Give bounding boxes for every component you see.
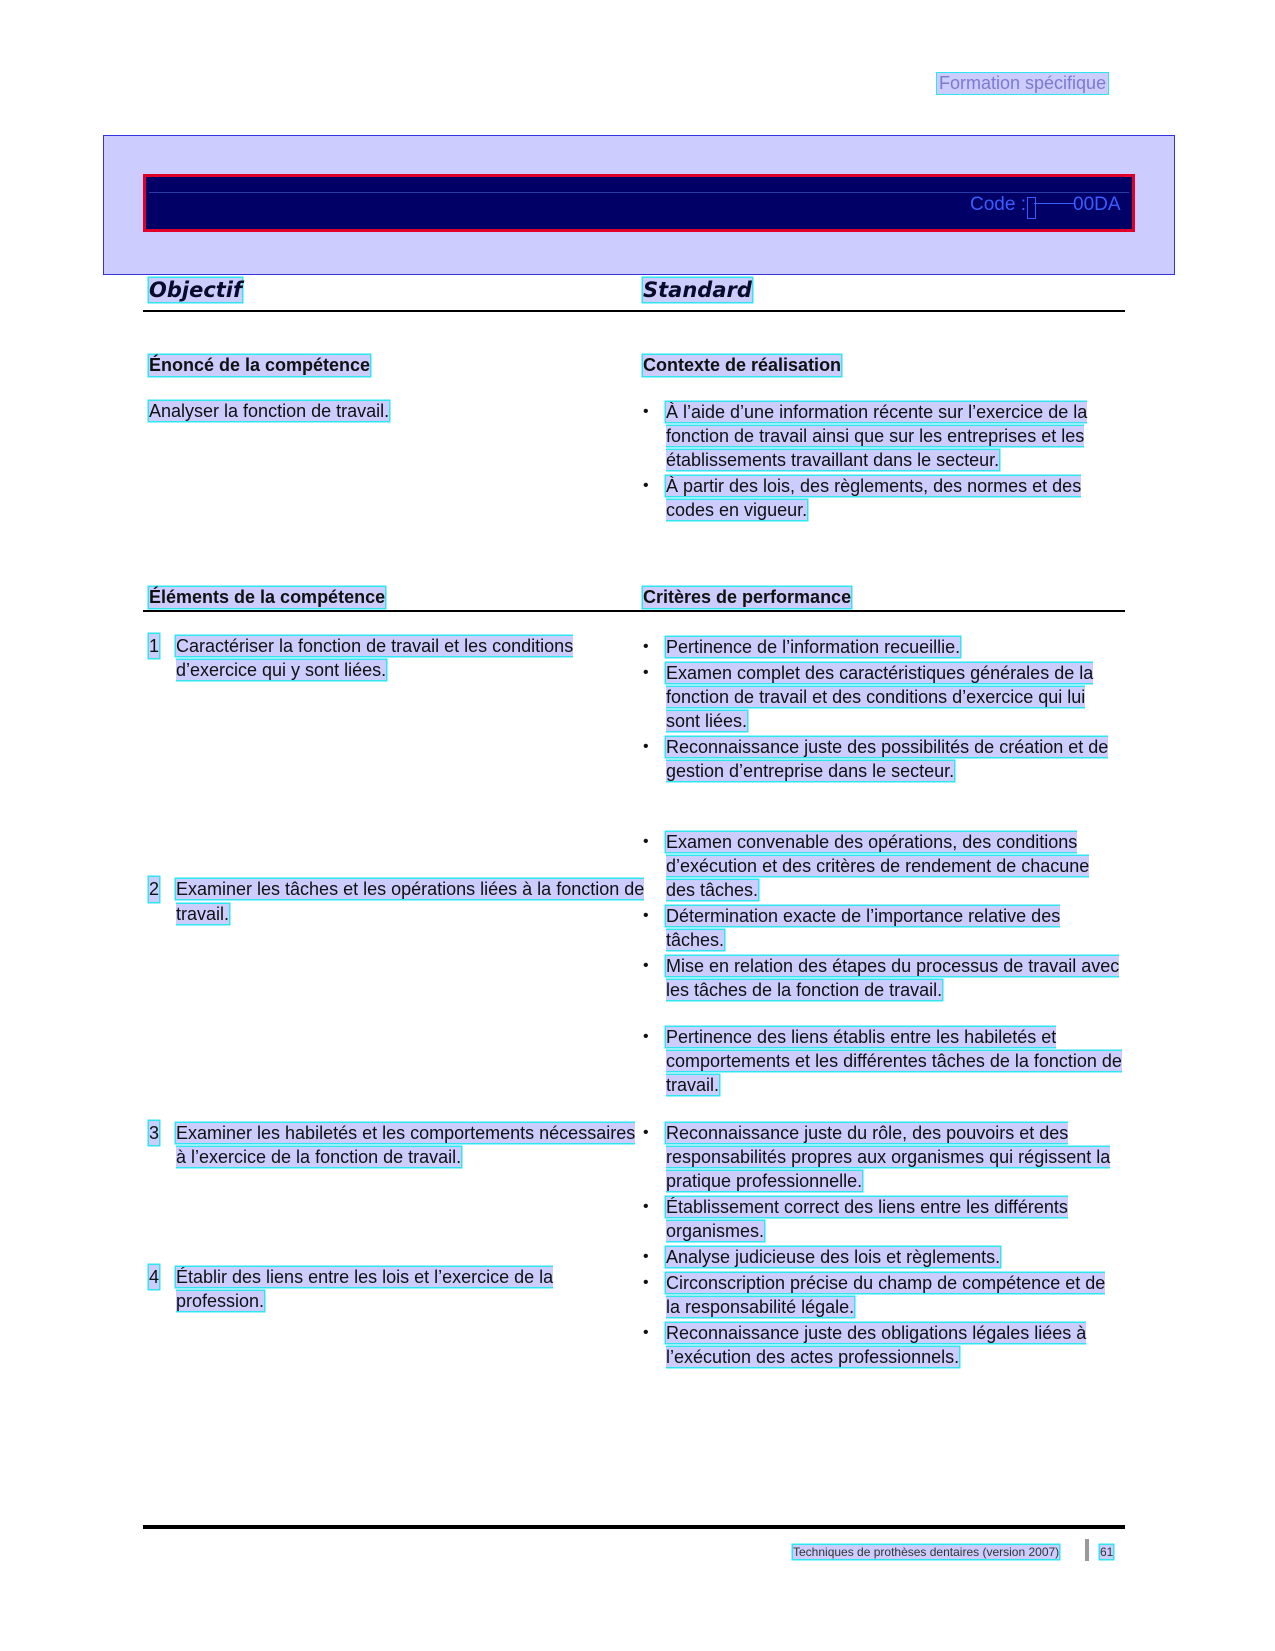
band-divider bbox=[149, 192, 1129, 193]
criterion-item bbox=[643, 1195, 1123, 1243]
element-text: Caractériser la fonction de travail et les conditions d’exercice qui y sont liées. bbox=[176, 636, 574, 681]
criterion-item bbox=[643, 1121, 1123, 1194]
criteria-list bbox=[643, 1025, 1123, 1099]
criterion-text: Mise en relation des étapes du processus de travail avec les tâches de la fonction de travail. bbox=[666, 956, 1120, 1001]
standard-title: Standard bbox=[643, 278, 752, 302]
code-value: 00DA bbox=[1073, 194, 1121, 215]
document-section-label: Formation spécifique bbox=[939, 73, 1107, 93]
criterion-item bbox=[643, 954, 1123, 1002]
element-number: 1 bbox=[149, 634, 159, 658]
objective-title: Objectif bbox=[149, 278, 243, 302]
criterion-text: Examen complet des caractéristiques générales de la fonction de travail et des conditions d’exercice qui lui sont liées. bbox=[666, 662, 1094, 732]
criterion-text: Reconnaissance juste des obligations légales liées à l’exécution des actes professionnels. bbox=[666, 1322, 1087, 1367]
criterion-text: Analyse judicieuse des lois et règlements. bbox=[666, 1247, 1001, 1268]
criterion-text: Reconnaissance juste du rôle, des pouvoirs et des responsabilités propres aux organismes qui régissent la pratique professionnelle. bbox=[666, 1123, 1111, 1192]
title-rule bbox=[143, 310, 1125, 312]
criterion-item bbox=[643, 1245, 1123, 1269]
criterion-item bbox=[643, 1321, 1123, 1369]
criteria-list bbox=[643, 830, 1123, 1004]
criterion-item bbox=[643, 1271, 1123, 1319]
competency-elements-heading: Éléments de la compétence bbox=[149, 587, 386, 607]
competency-statement bbox=[149, 399, 619, 423]
criterion-text: Examen convenable des opérations, des conditions d’exécution et des critères de rendement de chacune des tâches. bbox=[666, 832, 1090, 901]
footer-rule bbox=[143, 1525, 1125, 1529]
code-field-line bbox=[1034, 203, 1074, 218]
code-label: Code : bbox=[970, 194, 1026, 215]
context-item bbox=[643, 474, 1123, 522]
page-number: 61 bbox=[1100, 1545, 1114, 1559]
element-number: 3 bbox=[149, 1121, 159, 1145]
criterion-text: Circonscription précise du champ de compétence et de la responsabilité légale. bbox=[666, 1272, 1106, 1317]
performance-criteria-heading: Critères de performance bbox=[643, 587, 852, 607]
competency-element bbox=[149, 877, 646, 925]
criteria-list bbox=[643, 635, 1123, 785]
footer-document-title: Techniques de prothèses dentaires (version 2007) bbox=[793, 1545, 1060, 1559]
competency-statement-heading: Énoncé de la compétence bbox=[149, 355, 371, 375]
element-text: Examiner les habiletés et les comportements nécessaires à l’exercice de la fonction de travail. bbox=[176, 1122, 636, 1168]
criteria-list bbox=[643, 1121, 1123, 1371]
criterion-text: Détermination exacte de l’importance relative des tâches. bbox=[666, 906, 1061, 951]
section-rule bbox=[143, 610, 1125, 612]
criterion-item bbox=[643, 830, 1123, 903]
context-item-text: À l’aide d’une information récente sur l’exercice de la fonction de travail ainsi que sur les entreprises et les établissements travaillant dans le secteur. bbox=[666, 402, 1088, 471]
context-item-text: À partir des lois, des règlements, des normes et des codes en vigueur. bbox=[666, 476, 1082, 521]
element-text: Examiner les tâches et les opérations liées à la fonction de travail. bbox=[176, 879, 645, 924]
criterion-item bbox=[643, 635, 1123, 659]
criterion-item bbox=[643, 1025, 1123, 1098]
context-list bbox=[643, 400, 1123, 524]
element-text: Établir des liens entre les lois et l’exercice de la profession. bbox=[176, 1267, 554, 1312]
criterion-text: Établissement correct des liens entre les différents organismes. bbox=[666, 1197, 1068, 1242]
competency-element bbox=[149, 634, 646, 682]
context-item bbox=[643, 400, 1123, 473]
criterion-text: Pertinence de l’information recueillie. bbox=[666, 637, 961, 657]
context-heading: Contexte de réalisation bbox=[643, 355, 842, 375]
criterion-item bbox=[643, 735, 1123, 783]
element-number: 2 bbox=[149, 877, 159, 901]
criterion-text: Reconnaissance juste des possibilités de création et de gestion d’entreprise dans le secteur. bbox=[666, 736, 1109, 782]
footer-separator bbox=[1085, 1539, 1089, 1561]
criterion-text: Pertinence des liens établis entre les habiletés et comportements et les différentes tâches de la fonction de travail. bbox=[666, 1027, 1122, 1096]
criterion-item bbox=[643, 661, 1123, 734]
competency-element bbox=[149, 1121, 646, 1169]
competency-statement-text: Analyser la fonction de travail. bbox=[149, 401, 390, 421]
criterion-item bbox=[643, 904, 1123, 952]
competency-element bbox=[149, 1265, 646, 1313]
element-number: 4 bbox=[149, 1265, 159, 1289]
